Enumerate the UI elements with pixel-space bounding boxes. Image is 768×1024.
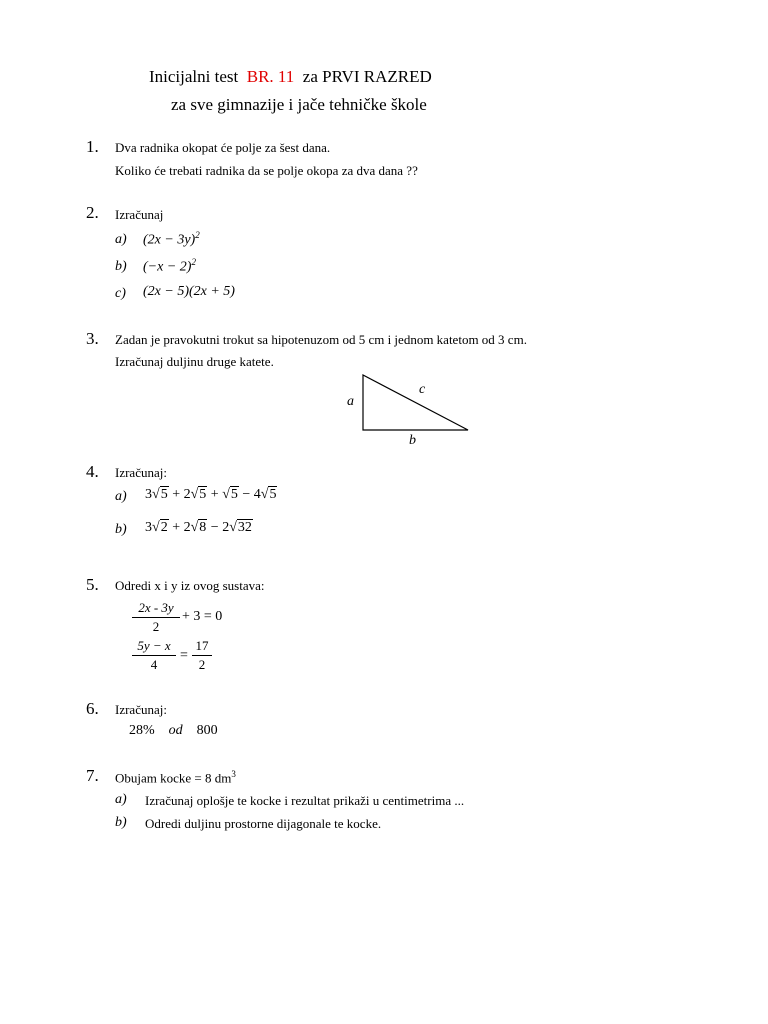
sub-label: b)	[115, 815, 127, 830]
question-number: 3.	[86, 329, 99, 348]
math-expression: $(-x - 2)^2$	[143, 257, 196, 275]
question-text: Dva radnika okopat će polje za šest dana.	[115, 140, 331, 155]
question-number: 4.	[86, 462, 99, 481]
math-expression: $(2x - 3y)^2$	[143, 230, 200, 248]
title-suffix: za PRVI RAZRED	[302, 67, 432, 86]
question-number: 2.	[86, 203, 99, 222]
sub-label: b)	[115, 522, 127, 537]
right-triangle-diagram	[330, 370, 480, 455]
sub-label: a)	[115, 489, 127, 504]
side-label-a: a	[347, 394, 354, 409]
page-subtitle: za sve gimnazije i jače tehničke škole	[171, 95, 427, 114]
question-text: Odredi duljinu prostorne dijagonale te kocke.	[145, 816, 382, 831]
question-text: Izračunaj duljinu druge katete.	[115, 354, 274, 369]
math-expression: 3√2 + 2√8 − 2√32	[145, 520, 252, 535]
side-label-b: b	[409, 433, 416, 448]
math-expression: 3√5 + 2√5 + √5 − 4√5	[145, 487, 277, 502]
question-number: 5.	[86, 575, 99, 594]
sub-label: a)	[115, 232, 127, 247]
question-number: 1.	[86, 137, 99, 156]
math-expression: 28% od 800	[129, 723, 218, 738]
question-text: Izračunaj	[115, 207, 164, 222]
question-text: Zadan je pravokutni trokut sa hipotenuzom od 5 cm i jednom katetom od 3 cm.	[115, 332, 527, 347]
sub-label: b)	[115, 259, 127, 274]
fraction: 17 2	[192, 638, 212, 673]
question-text: Obujam kocke = 8 $dm^3$	[115, 769, 236, 786]
sub-label: a)	[115, 792, 127, 807]
question-text: Izračunaj oplošje te kocke i rezultat prikaži u centimetrima ...	[145, 793, 465, 808]
page-title	[149, 67, 432, 87]
question-text: Izračunaj:	[115, 465, 167, 480]
title-prefix: Inicijalni test	[149, 67, 239, 86]
question-number: 7.	[86, 766, 99, 785]
question-text: Izračunaj:	[115, 702, 167, 717]
title-number: BR. 11	[246, 67, 295, 86]
side-label-c: c	[419, 382, 426, 397]
math-expression: + 3 = 0	[182, 609, 223, 624]
fraction: 5y − x 4	[132, 638, 176, 673]
math-expression: (2x − 5)(2x + 5)	[143, 284, 235, 299]
question-text: Koliko će trebati radnika da se polje okopa za dva dana ??	[115, 163, 418, 178]
question-number: 6.	[86, 699, 99, 718]
equals-sign: =	[180, 648, 188, 663]
sub-label: c)	[115, 286, 126, 301]
fraction: 2x - 3y 2	[132, 600, 180, 635]
question-text: Odredi x i y iz ovog sustava:	[115, 578, 265, 593]
triangle-shape	[363, 375, 468, 430]
